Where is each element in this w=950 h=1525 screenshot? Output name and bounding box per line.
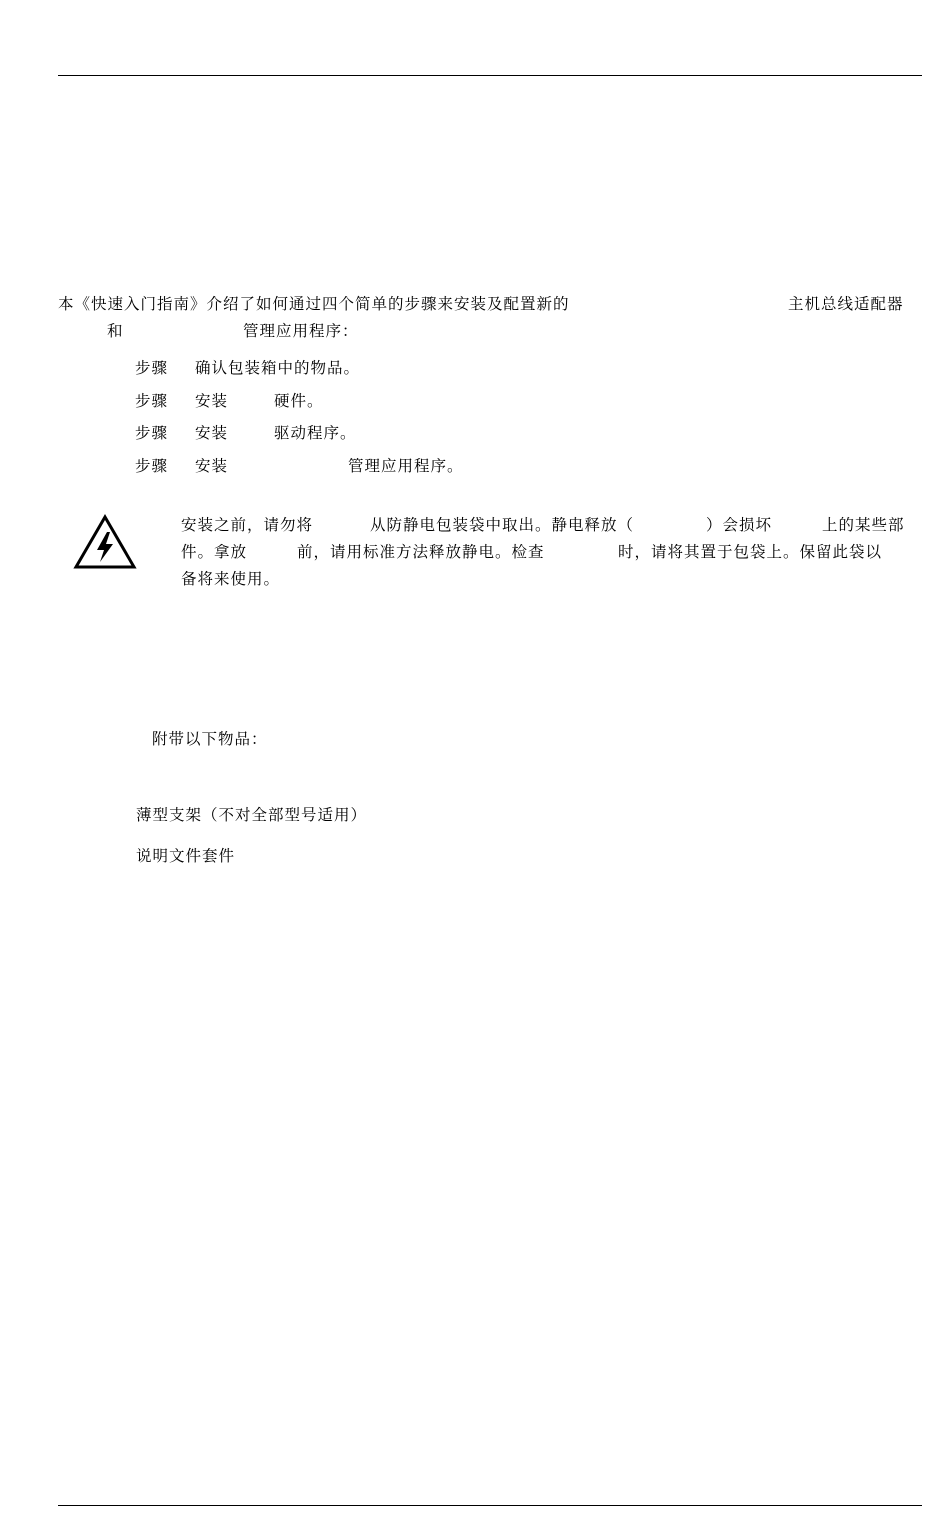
warning-line-2-a: 件。拿放 bbox=[181, 543, 248, 561]
step-2-text-b: 硬件。 bbox=[274, 392, 324, 410]
step-2-label: 步骤 bbox=[135, 392, 169, 410]
step-4-label: 步骤 bbox=[135, 457, 169, 475]
warning-line-2-b: 前，请用标准方法释放静电。检查 bbox=[297, 543, 545, 561]
step-1-label: 步骤 bbox=[135, 359, 169, 377]
intro-line-1-right: 主机总线适配器 bbox=[788, 295, 904, 313]
header-rule bbox=[58, 75, 922, 76]
warning-line-1-c: ）会损坏 bbox=[706, 516, 773, 534]
step-3-text-b: 驱动程序。 bbox=[274, 424, 357, 442]
contents-item-2: 说明文件套件 bbox=[136, 847, 236, 865]
electrical-hazard-icon bbox=[73, 514, 137, 570]
step-4-text-a: 安装 bbox=[195, 457, 229, 475]
intro-line-1-left: 本《快速入门指南》介绍了如何通过四个简单的步骤来安装及配置新的 bbox=[58, 295, 570, 313]
footer-rule bbox=[58, 1505, 922, 1506]
intro-line-2-left: 和 bbox=[107, 322, 124, 340]
warning-line-1-a: 安装之前，请勿将 bbox=[181, 516, 314, 534]
warning-line-1-b: 从防静电包装袋中取出。静电释放（ bbox=[370, 516, 635, 534]
warning-line-3: 备将来使用。 bbox=[181, 570, 281, 588]
contents-item-1: 薄型支架（不对全部型号适用） bbox=[136, 806, 368, 824]
step-1-text: 确认包装箱中的物品。 bbox=[195, 359, 361, 377]
step-3-text-a: 安装 bbox=[195, 424, 229, 442]
contents-intro: 附带以下物品： bbox=[152, 730, 268, 748]
intro-line-2-right: 管理应用程序： bbox=[243, 322, 359, 340]
step-4-text-b: 管理应用程序。 bbox=[348, 457, 464, 475]
warning-line-2-c: 时，请将其置于包袋上。保留此袋以 bbox=[618, 543, 883, 561]
step-3-label: 步骤 bbox=[135, 424, 169, 442]
step-2-text-a: 安装 bbox=[195, 392, 229, 410]
warning-line-1-d: 上的某些部 bbox=[822, 516, 905, 534]
